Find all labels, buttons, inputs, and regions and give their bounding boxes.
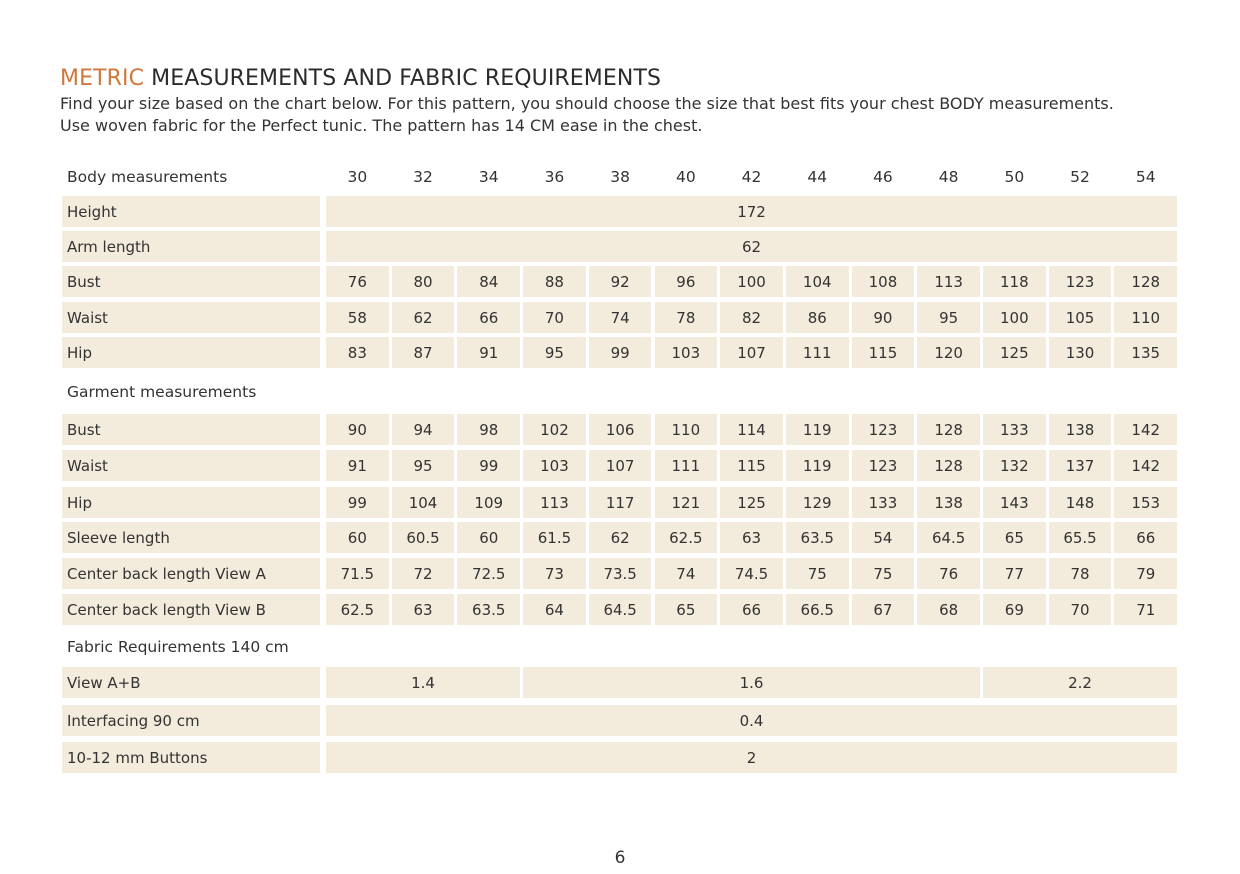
row-label: View A+B (62, 667, 320, 698)
value-cell: 76 (326, 266, 389, 297)
value-cell: 86 (786, 302, 849, 333)
group-cell: 1.6 (523, 667, 980, 698)
table-row (62, 594, 1178, 625)
row-label: Height (62, 196, 320, 227)
value-cell: 100 (983, 302, 1046, 333)
value-cell: 113 (523, 487, 586, 518)
title-accent: METRIC (60, 66, 145, 91)
row-label: Center back length View A (62, 558, 320, 589)
value-cell: 64 (523, 594, 586, 625)
value-cell: 129 (786, 487, 849, 518)
value-cell: 121 (655, 487, 718, 518)
row-label: Bust (62, 266, 320, 297)
value-cell: 90 (326, 414, 389, 445)
size-header: 46 (873, 168, 893, 186)
size-header: 48 (938, 168, 959, 186)
span-cell: 2 (326, 742, 1177, 773)
value-cell: 83 (326, 337, 389, 368)
value-cell: 91 (326, 450, 389, 481)
value-cell: 94 (392, 414, 455, 445)
table-header-row (62, 164, 1178, 190)
group-cell: 1.4 (326, 667, 520, 698)
value-cell: 125 (720, 487, 783, 518)
size-header: 40 (675, 168, 696, 186)
value-cell: 62 (392, 302, 455, 333)
size-header: 52 (1070, 168, 1090, 186)
row-label: Waist (62, 302, 320, 333)
value-cell: 58 (326, 302, 389, 333)
value-cell: 77 (983, 558, 1046, 589)
table-row (62, 522, 1178, 553)
value-cell: 79 (1114, 558, 1177, 589)
value-cell: 66 (1114, 522, 1177, 553)
value-cell: 99 (326, 487, 389, 518)
table-row (62, 450, 1178, 481)
intro-text (60, 93, 1114, 137)
value-cell: 132 (983, 450, 1046, 481)
value-cell: 128 (1114, 266, 1177, 297)
row-label: Garment measurements (67, 383, 257, 401)
value-cell: 120 (917, 337, 980, 368)
value-cell: 107 (720, 337, 783, 368)
row-label: Center back length View B (62, 594, 320, 625)
value-cell: 72 (392, 558, 455, 589)
value-cell: 110 (1114, 302, 1177, 333)
table-row (62, 667, 1178, 698)
title-rest: MEASUREMENTS AND FABRIC REQUIREMENTS (144, 66, 662, 91)
size-header: 34 (478, 168, 499, 186)
table-row (62, 196, 1178, 227)
value-cell: 142 (1114, 450, 1177, 481)
value-cell: 70 (523, 302, 586, 333)
table-row (62, 742, 1178, 773)
value-cell: 80 (392, 266, 455, 297)
table-row (62, 558, 1178, 589)
value-cell: 96 (655, 266, 718, 297)
value-cell: 95 (392, 450, 455, 481)
value-cell: 109 (457, 487, 520, 518)
value-cell: 65 (655, 594, 718, 625)
value-cell: 103 (655, 337, 718, 368)
size-header: 30 (347, 168, 368, 186)
row-label: Hip (62, 487, 320, 518)
section-header (62, 634, 1178, 660)
row-label: Hip (62, 337, 320, 368)
value-cell: 117 (589, 487, 652, 518)
row-label: Waist (62, 450, 320, 481)
page-number: 6 (614, 848, 626, 868)
page-title (60, 66, 661, 92)
value-cell: 125 (983, 337, 1046, 368)
value-cell: 105 (1049, 302, 1112, 333)
value-cell: 123 (852, 414, 915, 445)
value-cell: 111 (786, 337, 849, 368)
table-row (62, 302, 1178, 333)
value-cell: 119 (786, 414, 849, 445)
row-label: Sleeve length (62, 522, 320, 553)
value-cell: 70 (1049, 594, 1112, 625)
size-header: 38 (610, 168, 630, 186)
value-cell: 62 (589, 522, 652, 553)
value-cell: 74.5 (720, 558, 783, 589)
value-cell: 69 (983, 594, 1046, 625)
value-cell: 128 (917, 450, 980, 481)
value-cell: 106 (589, 414, 652, 445)
value-cell: 98 (457, 414, 520, 445)
row-label: 10-12 mm Buttons (62, 742, 320, 773)
value-cell: 119 (786, 450, 849, 481)
value-cell: 78 (1049, 558, 1112, 589)
value-cell: 74 (589, 302, 652, 333)
table-row (62, 487, 1178, 518)
value-cell: 72.5 (457, 558, 520, 589)
table-row (62, 337, 1178, 368)
value-cell: 114 (720, 414, 783, 445)
value-cell: 138 (1049, 414, 1112, 445)
span-cell: 62 (326, 231, 1177, 262)
table-row (62, 414, 1178, 445)
value-cell: 111 (655, 450, 718, 481)
value-cell: 65 (983, 522, 1046, 553)
value-cell: 71.5 (326, 558, 389, 589)
size-header: 32 (413, 168, 433, 186)
value-cell: 62.5 (655, 522, 718, 553)
value-cell: 73 (523, 558, 586, 589)
value-cell: 66 (720, 594, 783, 625)
value-cell: 64.5 (589, 594, 652, 625)
table-row (62, 705, 1178, 736)
size-header: 44 (807, 168, 828, 186)
value-cell: 92 (589, 266, 652, 297)
span-cell: 172 (326, 196, 1177, 227)
value-cell: 91 (457, 337, 520, 368)
value-cell: 62.5 (326, 594, 389, 625)
value-cell: 71 (1114, 594, 1177, 625)
value-cell: 66 (457, 302, 520, 333)
table-row (62, 231, 1178, 262)
row-label: Fabric Requirements 140 cm (67, 638, 289, 656)
value-cell: 61.5 (523, 522, 586, 553)
value-cell: 103 (523, 450, 586, 481)
value-cell: 75 (786, 558, 849, 589)
row-label: Arm length (62, 231, 320, 262)
value-cell: 63 (392, 594, 455, 625)
value-cell: 63 (720, 522, 783, 553)
value-cell: 63.5 (457, 594, 520, 625)
value-cell: 128 (917, 414, 980, 445)
value-cell: 153 (1114, 487, 1177, 518)
value-cell: 107 (589, 450, 652, 481)
value-cell: 135 (1114, 337, 1177, 368)
value-cell: 143 (983, 487, 1046, 518)
value-cell: 115 (720, 450, 783, 481)
value-cell: 133 (852, 487, 915, 518)
value-cell: 60 (457, 522, 520, 553)
size-header: 50 (1004, 168, 1025, 186)
value-cell: 84 (457, 266, 520, 297)
value-cell: 88 (523, 266, 586, 297)
value-cell: 138 (917, 487, 980, 518)
value-cell: 123 (852, 450, 915, 481)
value-cell: 73.5 (589, 558, 652, 589)
row-label: Bust (62, 414, 320, 445)
value-cell: 87 (392, 337, 455, 368)
intro-line-1: Find your size based on the chart below. For this pattern, you should choose the size that best fits your chest BODY measurements. (60, 94, 1114, 113)
value-cell: 60 (326, 522, 389, 553)
value-cell: 137 (1049, 450, 1112, 481)
value-cell: 76 (917, 558, 980, 589)
value-cell: 54 (852, 522, 915, 553)
value-cell: 102 (523, 414, 586, 445)
value-cell: 99 (589, 337, 652, 368)
value-cell: 104 (786, 266, 849, 297)
value-cell: 75 (852, 558, 915, 589)
value-cell: 110 (655, 414, 718, 445)
table-row (62, 266, 1178, 297)
value-cell: 108 (852, 266, 915, 297)
size-header: 42 (741, 168, 762, 186)
span-cell: 0.4 (326, 705, 1177, 736)
row-label: Interfacing 90 cm (62, 705, 320, 736)
value-cell: 104 (392, 487, 455, 518)
value-cell: 74 (655, 558, 718, 589)
intro-line-2: Use woven fabric for the Perfect tunic. The pattern has 14 CM ease in the chest. (60, 116, 703, 135)
value-cell: 63.5 (786, 522, 849, 553)
value-cell: 64.5 (917, 522, 980, 553)
size-header: 54 (1135, 168, 1156, 186)
value-cell: 148 (1049, 487, 1112, 518)
value-cell: 90 (852, 302, 915, 333)
value-cell: 68 (917, 594, 980, 625)
value-cell: 123 (1049, 266, 1112, 297)
value-cell: 133 (983, 414, 1046, 445)
row-label: Body measurements (67, 168, 228, 186)
value-cell: 115 (852, 337, 915, 368)
value-cell: 82 (720, 302, 783, 333)
value-cell: 113 (917, 266, 980, 297)
value-cell: 78 (655, 302, 718, 333)
value-cell: 67 (852, 594, 915, 625)
value-cell: 66.5 (786, 594, 849, 625)
value-cell: 65.5 (1049, 522, 1112, 553)
value-cell: 130 (1049, 337, 1112, 368)
value-cell: 95 (523, 337, 586, 368)
value-cell: 99 (457, 450, 520, 481)
size-header: 36 (544, 168, 565, 186)
value-cell: 60.5 (392, 522, 455, 553)
value-cell: 100 (720, 266, 783, 297)
group-cell: 2.2 (983, 667, 1177, 698)
value-cell: 142 (1114, 414, 1177, 445)
section-header (62, 379, 1178, 405)
value-cell: 118 (983, 266, 1046, 297)
value-cell: 95 (917, 302, 980, 333)
